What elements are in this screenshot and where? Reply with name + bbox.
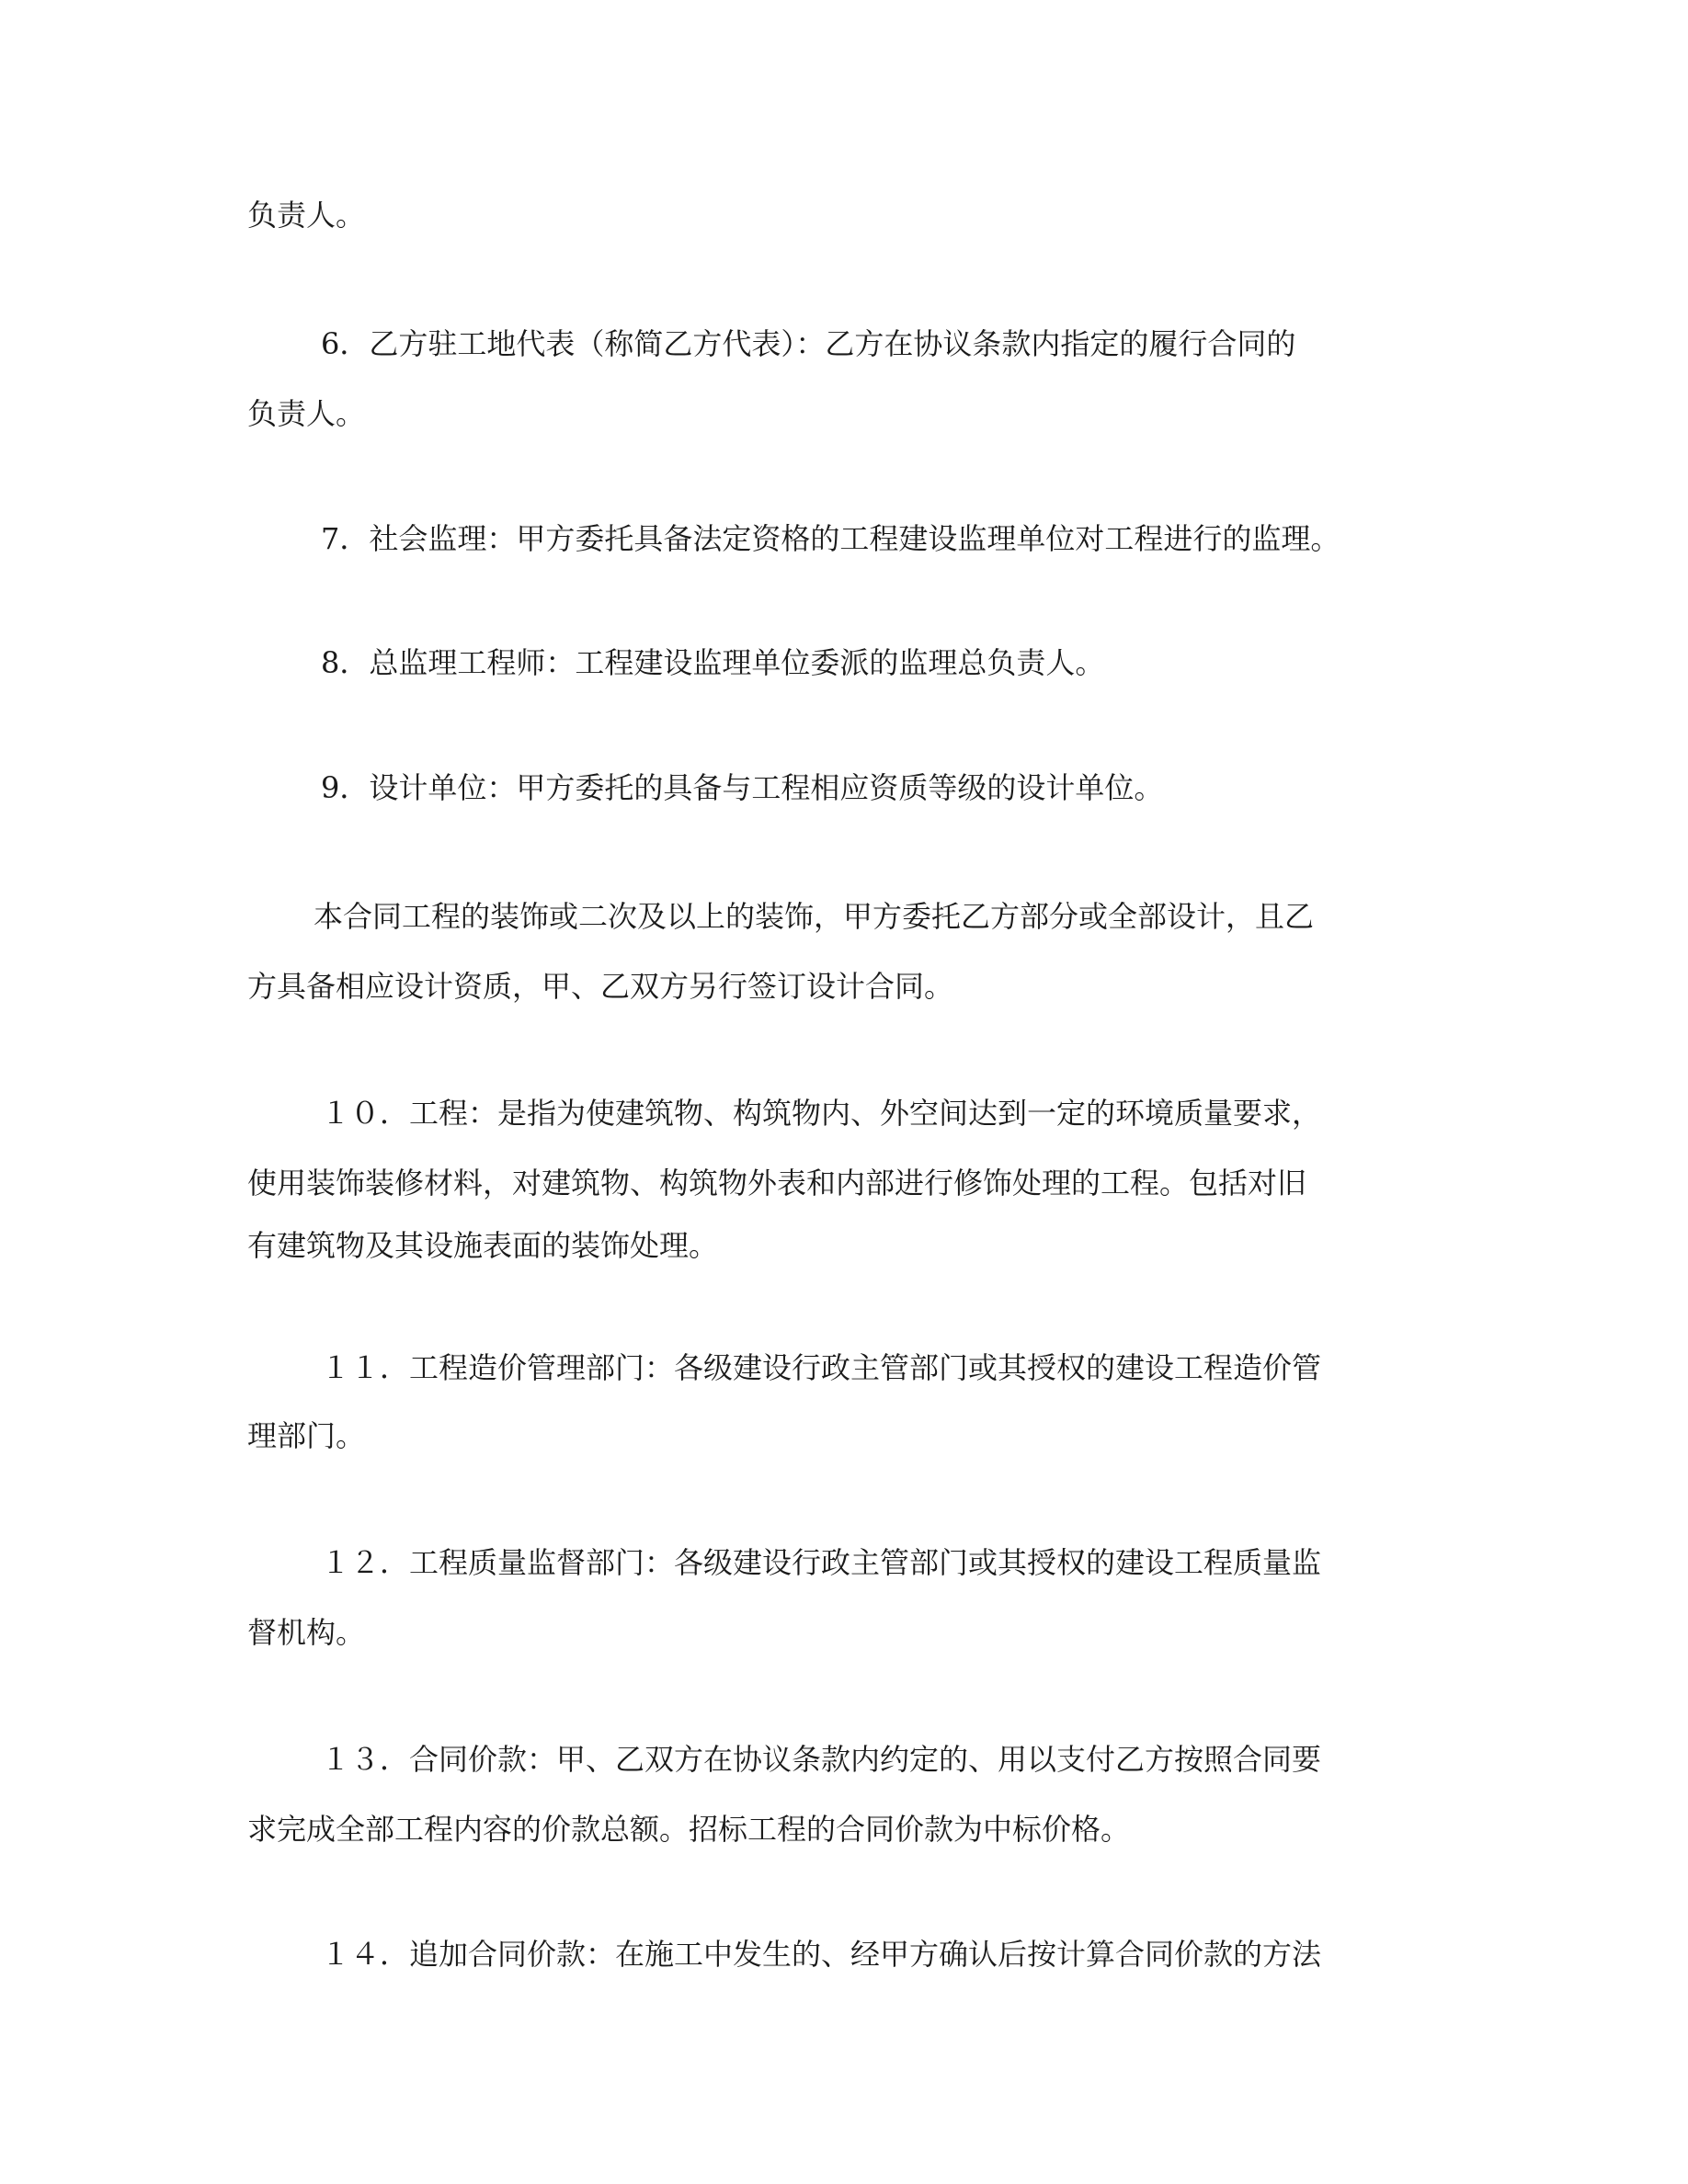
text-line: １０．工程：是指为使建筑物、构筑物内、外空间达到一定的环境质量要求， — [321, 1096, 1322, 1131]
text-line: １１．工程造价管理部门：各级建设行政主管部门或其授权的建设工程造价管 — [321, 1350, 1322, 1385]
text-line: 9．设计单位：甲方委托的具备与工程相应资质等级的设计单位。 — [321, 770, 1164, 805]
text-line: 使用装饰装修材料，对建筑物、构筑物外表和内部进行修饰处理的工程。包括对旧 — [247, 1166, 1307, 1200]
text-line: 6．乙方驻工地代表（称简乙方代表）：乙方在协议条款内指定的履行合同的 — [321, 326, 1296, 361]
text-line: 负责人。 — [247, 198, 366, 233]
text-line: 方具备相应设计资质，甲、乙双方另行签订设计合同。 — [247, 969, 954, 1004]
text-line: 本合同工程的装饰或二次及以上的装饰，甲方委托乙方部分或全部设计，且乙 — [314, 899, 1315, 934]
text-line: １３．合同价款：甲、乙双方在协议条款内约定的、用以支付乙方按照合同要 — [321, 1742, 1322, 1777]
text-line: １２．工程质量监督部门：各级建设行政主管部门或其授权的建设工程质量监 — [321, 1545, 1322, 1580]
text-line: 7．社会监理：甲方委托具备法定资格的工程建设监理单位对工程进行的监理。 — [321, 521, 1340, 556]
text-line: 8．总监理工程师：工程建设监理单位委派的监理总负责人。 — [321, 645, 1105, 680]
text-line: 负责人。 — [247, 396, 366, 431]
text-line: 有建筑物及其设施表面的装饰处理。 — [247, 1228, 719, 1263]
text-line: 理部门。 — [247, 1418, 366, 1453]
text-line: １４．追加合同价款：在施工中发生的、经甲方确认后按计算合同价款的方法 — [321, 1937, 1322, 1972]
text-line: 督机构。 — [247, 1615, 366, 1650]
text-line: 求完成全部工程内容的价款总额。招标工程的合同价款为中标价格。 — [247, 1812, 1131, 1847]
